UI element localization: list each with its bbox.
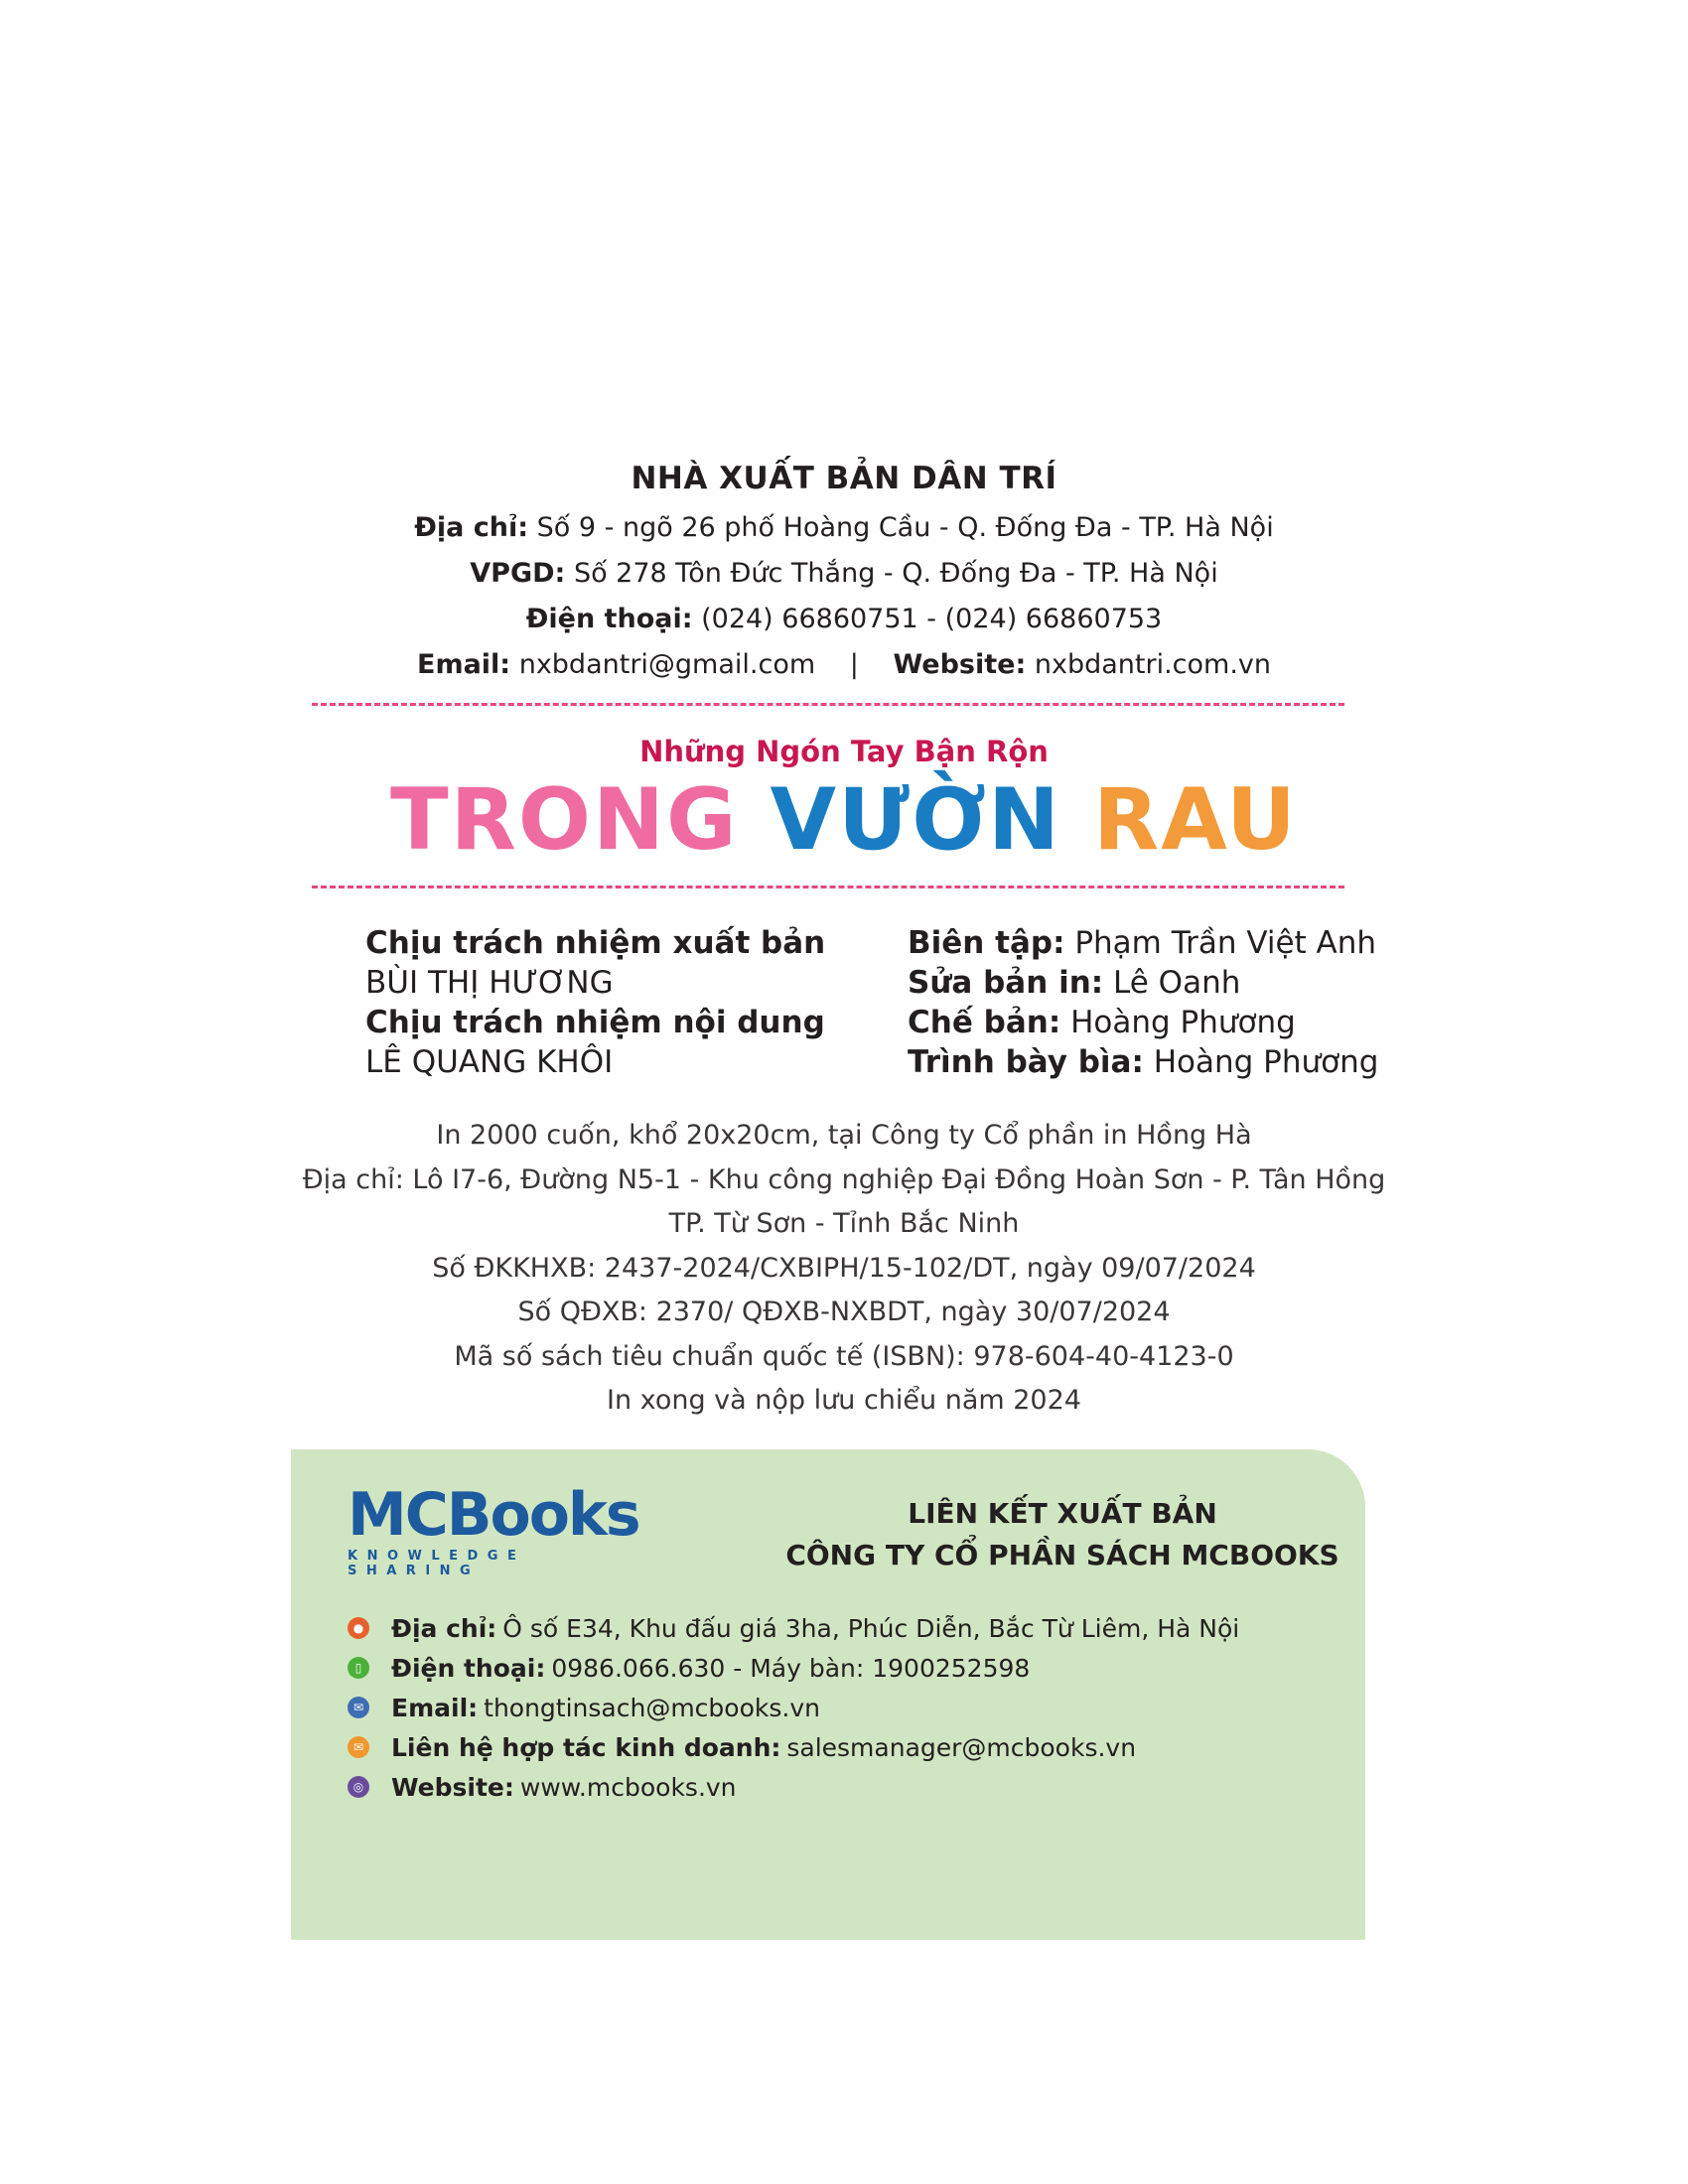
content-responsibility-label: Chịu trách nhiệm nội dung [365, 1005, 825, 1040]
contact-label: Email: [391, 1693, 479, 1722]
contact-value: salesmanager@mcbooks.vn [786, 1732, 1137, 1762]
contact-label: Địa chỉ: [391, 1613, 497, 1643]
contact-value: thongtinsach@mcbooks.vn [484, 1693, 820, 1722]
partner-heading-2: CÔNG TY CỔ PHẦN SÁCH MCBOOKS [785, 1539, 1339, 1571]
editor-name: Phạm Trần Việt Anh [1074, 925, 1377, 961]
contact-row-business [348, 1727, 1340, 1767]
printing-line: In xong và nộp lưu chiểu năm 2024 [607, 1385, 1081, 1416]
book-title-part-2: VƯỜN [770, 770, 1062, 870]
printing-line: Địa chỉ: Lô I7-6, Đường N5-1 - Khu công nghiệp Đại Đồng Hoàn Sơn - P. Tân Hồng [302, 1163, 1386, 1195]
responsibility-left [365, 923, 882, 1082]
contact-label: Website: [391, 1772, 514, 1802]
logo-tagline: KNOWLEDGE SHARING [348, 1549, 526, 1578]
mcbooks-logo [348, 1480, 639, 1578]
contact-row-phone [348, 1648, 1340, 1688]
globe-icon: ◎ [348, 1776, 369, 1798]
contact-value: 0986.066.630 - Máy bàn: 1900252598 [551, 1653, 1031, 1683]
partner-contacts [348, 1608, 1340, 1807]
contact-label: Liên hệ hợp tác kinh doanh: [391, 1732, 781, 1762]
publishing-responsibility-label: Chịu trách nhiệm xuất bản [365, 925, 826, 961]
phone-icon: ▯ [348, 1657, 369, 1679]
editor-label: Biên tập: [908, 925, 1065, 961]
publisher-email-value: nxbdantri@gmail.com [518, 649, 816, 680]
contact-row-address [348, 1608, 1340, 1648]
publisher-office-value: Số 278 Tôn Đức Thắng - Q. Đống Đa - TP. Hà Nội [573, 558, 1218, 589]
content-responsibility-name: LÊ QUANG KHÔI [365, 1044, 614, 1080]
printing-line: Mã số sách tiêu chuẩn quốc tế (ISBN): 978-604-40-4123-0 [454, 1340, 1234, 1372]
location-icon: ● [348, 1617, 369, 1639]
contact-separator: | [849, 649, 859, 680]
publisher-office [0, 558, 1688, 589]
publisher-website-label: Website: [893, 649, 1027, 680]
publisher-phone-value: (024) 66860751 - (024) 66860753 [701, 604, 1163, 634]
publisher-address-value: Số 9 - ngõ 26 phố Hoàng Cầu - Q. Đống Đa - TP. Hà Nội [536, 512, 1274, 543]
printing-line: Số ĐKKHXB: 2437-2024/CXBIPH/15-102/DT, ngày 09/07/2024 [432, 1252, 1256, 1284]
contact-value: Ô số E34, Khu đấu giá 3ha, Phúc Diễn, Bắc Từ Liêm, Hà Nội [502, 1613, 1240, 1643]
responsibility-right [908, 923, 1464, 1082]
book-title-part-3: RAU [1093, 770, 1298, 870]
proof-label: Sửa bản in: [908, 965, 1104, 1001]
cover-label: Trình bày bìa: [908, 1044, 1144, 1080]
editor-credit [908, 923, 1464, 963]
printing-line: In 2000 cuốn, khổ 20x20cm, tại Công ty Cổ phần in Hồng Hà [436, 1120, 1252, 1151]
publisher-email-label: Email: [417, 649, 511, 680]
publisher-office-label: VPGD: [470, 558, 566, 589]
contact-value: www.mcbooks.vn [519, 1772, 737, 1802]
publisher-phone [0, 604, 1688, 634]
cover-credit [908, 1042, 1464, 1082]
printing-line: TP. Từ Sơn - Tỉnh Bắc Ninh [668, 1208, 1020, 1239]
contact-row-email [348, 1688, 1340, 1727]
dashed-divider-bottom [312, 886, 1344, 888]
dashed-divider-top [312, 703, 1344, 706]
publisher-website-value: nxbdantri.com.vn [1034, 649, 1271, 680]
contact-label: Điện thoại: [391, 1653, 546, 1683]
layout-name: Hoàng Phương [1070, 1005, 1296, 1040]
mail-icon: ✉ [348, 1736, 369, 1758]
publisher-contact [0, 649, 1688, 680]
publishing-responsibility-name: BÙI THỊ HƯƠNG [365, 965, 614, 1001]
book-series: Những Ngón Tay Bận Rộn [639, 735, 1049, 768]
printing-line: Số QĐXB: 2370/ QĐXB-NXBDT, ngày 30/07/2024 [517, 1297, 1171, 1327]
book-title [0, 770, 1688, 870]
contact-row-website [348, 1767, 1340, 1807]
publisher-address-label: Địa chỉ: [414, 512, 529, 543]
proof-name: Lê Oanh [1113, 965, 1241, 1001]
layout-credit [908, 1003, 1464, 1042]
logo-text: MCBooks [348, 1480, 639, 1550]
proof-credit [908, 963, 1464, 1003]
publisher-phone-label: Điện thoại: [525, 604, 693, 634]
layout-label: Chế bản: [908, 1005, 1061, 1040]
partner-heading-1: LIÊN KẾT XUẤT BẢN [908, 1497, 1217, 1530]
book-title-part-1: TRONG [390, 770, 739, 870]
publisher-address [0, 512, 1688, 543]
publisher-name: NHÀ XUẤT BẢN DÂN TRÍ [631, 461, 1057, 496]
cover-name: Hoàng Phương [1153, 1044, 1379, 1080]
mail-icon: ✉ [348, 1697, 369, 1718]
printing-info [0, 1114, 1688, 1424]
